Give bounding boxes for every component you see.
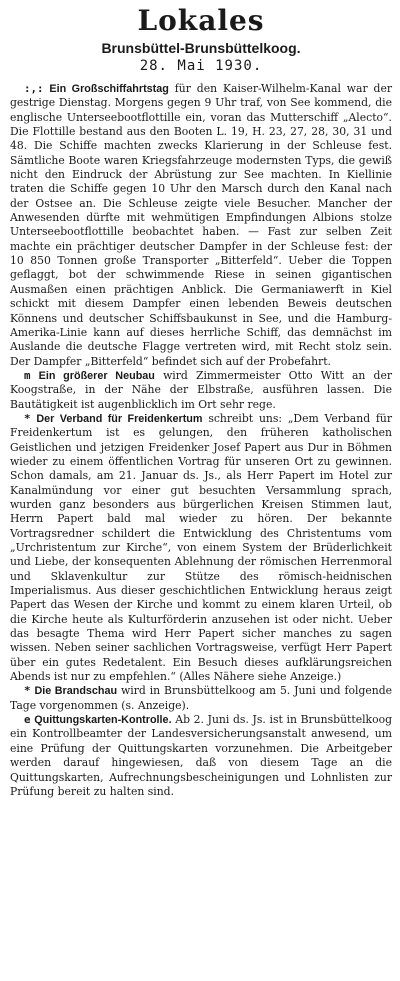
article-quittungskarten (10, 713, 392, 799)
article-text: schreibt uns: „Dem Verband für Freidenkertum ist es gelungen, den früheren katholischen Geistlichen und jetzigen Freidenker Josef Papert aus Dur in Böhmen wieder zu einem öffentlichen Vortrag für unseren Ort zu gewinnen. Schon damals, am 21. Januar ds. Js., als Herr Papert im Hotel zur Kanalmündung vor einer gut besuchten Versammlung sprach, wurden ganz besonders aus bürgerlichen Kreisen Stimmen laut, Herrn Papert bald mal wieder zu hören. Der bekannte Vortragsredner schildert die Entwicklung des Christentums vom „Urchristentum zur Kirche“, von einem System der Brüderlichkeit und Liebe, der konsequenten Ablehnung der römischen Herrenmoral und Sklavenkultur zur Stütze des römisch-heidnischen Imperialismus. Aus dieser geschichtlichen Entwicklung heraus zeigt Papert das Wesen der Kirche und kommt zu einem klaren Urteil, ob die Kirche heute als Kulturförderin anzusehen ist oder nicht. Ueber das besagte Thema wird Herr Papert sicher manches zu sagen wissen. Neben seiner sachlichen Vortragsweise, verfügt Herr Papert über ein gutes Redetalent. Ein Besuch dieses aufklärungsreichen Abends ist nur zu empfehlen.“ (Alles Nähere siehe Anzeige.) (10, 411, 393, 684)
article-lead: Der Verband für Freidenkertum (36, 412, 203, 425)
article-marker: e (24, 713, 31, 727)
article-text: wird in Brunsbüttelkoog am 5. Juni und folgende Tage vorgenommen (s. Anzeige). (10, 684, 392, 712)
location-subheading: Brunsbüttel-Brunsbüttelkoog. (101, 40, 301, 56)
section-heading: Lokales (137, 4, 265, 37)
article-freidenkertum (10, 412, 392, 685)
article-lead: Ein größerer Neubau (38, 369, 155, 382)
article-neubau (10, 369, 392, 412)
article-marker: :,: (24, 82, 44, 95)
article-marker: m (24, 368, 31, 382)
article-text: Ab 2. Juni ds. Js. ist in Brunsbüttelkoog ein Kontrollbeamter der Landesversicherungsanstalt anwesend, um eine Prüfung der Quittungskarten vorzunehmen. Die Arbeitgeber werden darauf hingewiesen, daß von diesem Tage an die Quittungskarten, Aufrechnungsbescheinigungen und Lohnlisten zur Prüfung bereit zu halten sind. (10, 713, 393, 798)
article-lead: Ein Großschiffahrtstag (49, 83, 169, 95)
article-brandschau (10, 684, 392, 713)
article-text: wird Zimmermeister Otto Witt an der Koogstraße, in der Nähe der Elbstraße, ausführen lassen. Die Bautätigkeit ist augenblicklich im Ort sehr rege. (10, 368, 392, 411)
article-marker: * (24, 684, 31, 698)
article-marker: * (24, 411, 31, 425)
dateline: 28. Mai 1930. (139, 58, 263, 74)
article-lead: Quittungskarten-Kontrolle. (34, 714, 172, 727)
article-text: für den Kaiser-Wilhelm-Kanal war der gestrige Dienstag. Morgens gegen 9 Uhr traf, von See kommend, die englische Unterseebootflottille ein, voran das Mutterschiff „Alecto“. Die Flottille bestand aus den Booten L. 19, H. 23, 27, 28, 30, 31 und 48. Die Schiffe machten zwecks Klarierung in der Schleuse fest. Sämtliche Boote waren Kriegsfahrzeuge modernsten Typs, die gewiß nicht den Eindruck der Abrüstung zur See machten. In Kiellinie traten die Schiffe gegen 10 Uhr den Marsch durch den Kanal nach der Ostsee an. Die Schleuse zeigte viele Besucher. Mancher der Anwesenden dürfte mit wehmütigen Empfindungen Albions stolze Unterseebootflottille beobachtet haben. — Fast zur selben Zeit machte ein prächtiger deutscher Dampfer in der Schleuse fest: der 10 850 Tonnen große Transporter „Bitterfeld“. Ueber die Toppen geflaggt, bot der schwimmende Riese in seinen gigantischen Ausmaßen einen prächtigen Anblick. Die Germaniawerft in Kiel schickt mit diesem Dampfer einen lebenden Beweis deutschen Könnens und deutscher Schiffsbaukunst in See, und die Hamburg-Amerika-Linie kann auf dieses herrliche Schiff, das demnächst im Auslande die deutsche Flagge vertreten wird, mit Recht stolz sein. Der Dampfer „Bitterfeld“ befindet sich auf der Probefahrt. (10, 82, 392, 368)
article-lead: Die Brandschau (34, 685, 118, 698)
article-grossschiffahrtstag (10, 82, 392, 369)
